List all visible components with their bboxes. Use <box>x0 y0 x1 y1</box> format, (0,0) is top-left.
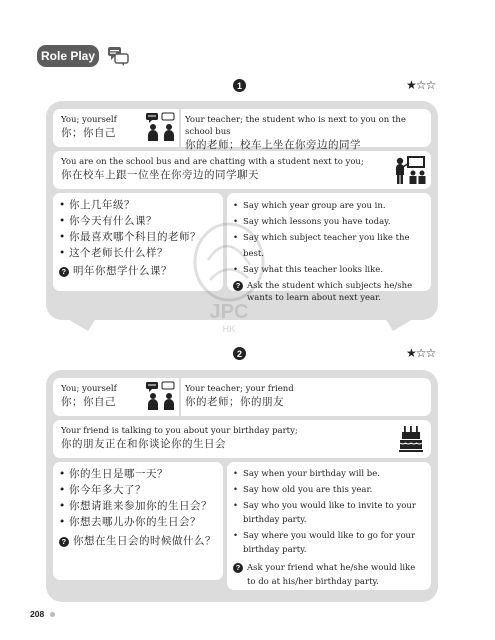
question-zh: • 你想去哪儿办你的生日会？ <box>59 514 217 530</box>
you-role-zh: 你；你自己 <box>61 396 116 408</box>
task-en: • Say which lessons you have today. <box>233 214 425 230</box>
scenario-card <box>53 151 431 189</box>
unexpected-question-zh-text: 你想在生日会的时候做什么？ <box>73 535 216 547</box>
question-mark-icon: ? <box>233 281 243 291</box>
speech-tail <box>66 318 96 332</box>
you-role-en: You; yourself <box>61 384 117 394</box>
jpc-watermark-logo <box>188 220 270 340</box>
role-play-panel-2 <box>46 370 438 602</box>
you-role <box>61 383 141 409</box>
other-role <box>185 114 429 152</box>
tasks-en-card <box>227 462 431 590</box>
questions-zh-list <box>59 466 217 530</box>
birthday-cake-icon <box>399 424 423 454</box>
you-role-zh: 你；你自己 <box>61 127 116 139</box>
task-en: • Say how old you are this year. <box>233 483 425 497</box>
divider <box>179 109 181 147</box>
unexpected-question-zh-text: 明年你想学什么课？ <box>73 265 172 277</box>
other-role-en: Your teacher; your friend <box>185 384 294 394</box>
other-role-zh: 你的老师；你的朋友 <box>185 396 284 408</box>
page-number: 208 <box>30 609 45 619</box>
question-zh: • 你的生日是哪一天？ <box>59 466 217 482</box>
question-zh: • 你想请谁来参加你的生日会？ <box>59 498 217 514</box>
unexpected-question-zh <box>59 534 217 548</box>
question-zh: • 这个老师长什么样？ <box>59 245 217 261</box>
other-role-en: Your teacher; the student who is next to you on the school bus <box>185 115 406 137</box>
watermark-text: JPC <box>209 301 249 323</box>
difficulty-stars: ★☆☆ <box>406 346 436 360</box>
scenario-zh: 你的朋友正在和你谈论你的生日会 <box>61 438 226 450</box>
task-en: • Say where you would like to go for your birthday party. <box>233 529 425 557</box>
roles-card <box>53 378 431 416</box>
tasks-en-list <box>233 467 425 557</box>
section-number: 2 <box>233 347 246 360</box>
other-role-zh: 你的老师；校车上坐在你旁边的同学 <box>185 139 361 151</box>
divider <box>179 378 181 416</box>
roles-card <box>53 109 431 151</box>
task-en: • Say who you would like to invite to your birthday party. <box>233 499 425 527</box>
task-en: • Say which year group are you in. <box>233 198 425 214</box>
speech-tail <box>385 318 415 332</box>
question-zh: • 你今天有什么课？ <box>59 213 217 229</box>
other-role <box>185 383 429 409</box>
page-dot <box>50 612 55 617</box>
you-role <box>61 114 141 140</box>
unexpected-question-en-text: Ask the student which subjects he/she wants to learn about next year. <box>247 281 413 303</box>
two-people-talking-icon <box>145 381 177 411</box>
section-number: 1 <box>233 79 246 92</box>
unexpected-question-en <box>233 561 425 589</box>
speech-bubbles-icon <box>107 46 129 66</box>
scenario-en: You are on the school bus and are chatting with a student next to you; <box>61 157 364 167</box>
question-zh: • 你今年多大了？ <box>59 482 217 498</box>
you-role-en: You; yourself <box>61 115 117 125</box>
scenario-card <box>53 420 431 458</box>
classroom-teacher-icon <box>393 155 427 185</box>
question-zh: • 你上几年级？ <box>59 197 217 213</box>
question-mark-icon: ? <box>233 563 243 573</box>
task-en: • Say which subject teacher you like the best. <box>233 230 425 262</box>
two-people-talking-icon <box>145 112 177 142</box>
scenario-zh: 你在校车上跟一位坐在你旁边的同学聊天 <box>61 169 259 181</box>
question-mark-icon: ? <box>59 267 69 277</box>
task-en: • Say when your birthday will be. <box>233 467 425 481</box>
question-mark-icon: ? <box>59 537 69 547</box>
unexpected-question-en-text: Ask your friend what he/she would like to do at his/her birthday party. <box>247 563 416 587</box>
watermark-subtext: HK <box>222 324 236 334</box>
difficulty-stars: ★☆☆ <box>406 78 436 92</box>
question-zh: • 你最喜欢哪个科目的老师？ <box>59 229 217 245</box>
questions-zh-card <box>53 462 223 580</box>
task-en: • Say what this teacher looks like. <box>233 262 425 278</box>
scenario-en: Your friend is talking to you about your birthday party; <box>61 426 298 436</box>
role-play-label: Role Play <box>37 45 99 67</box>
